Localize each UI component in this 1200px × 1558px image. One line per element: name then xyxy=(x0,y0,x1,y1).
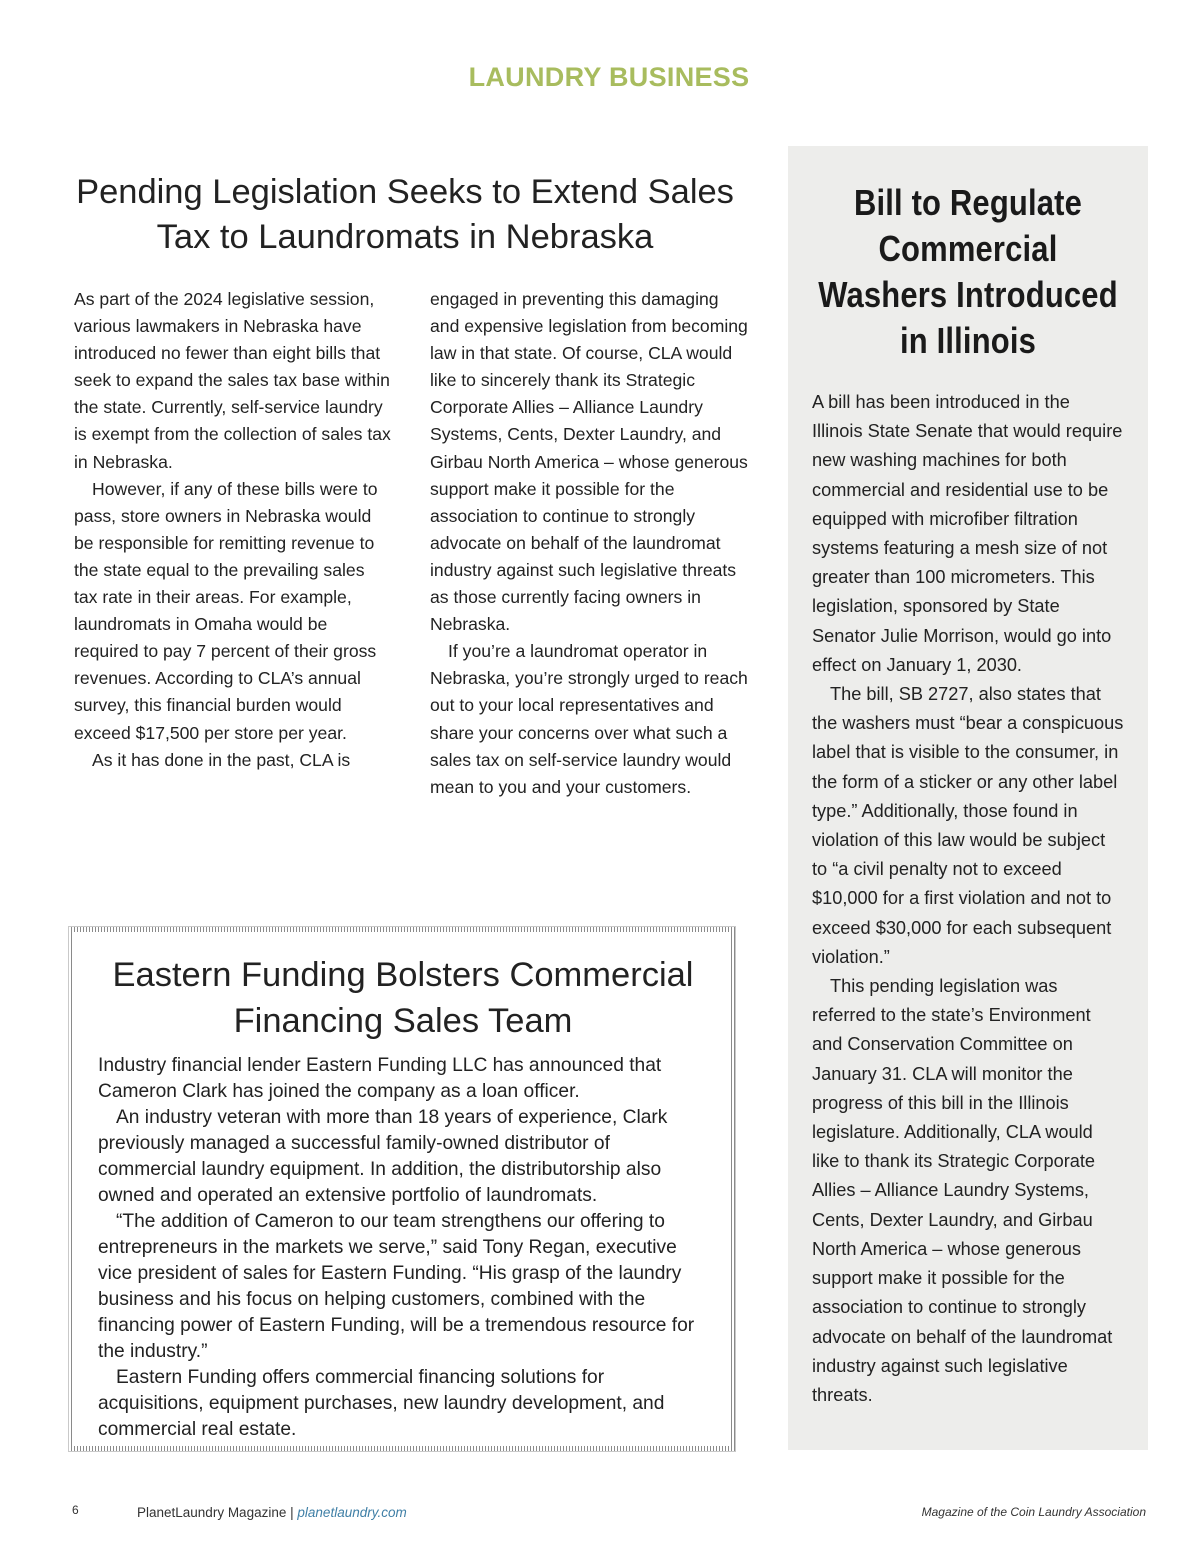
footer-magazine xyxy=(137,1505,407,1520)
funding-article-body xyxy=(98,1053,708,1443)
funding-article-box xyxy=(68,926,736,1452)
funding-article-paragraph: An industry veteran with more than 18 years of experience, Clark previously managed a successful family-owned distributor of commercial laundry equipment. In addition, the distributorship also owned and operated an extensive portfolio of laundromats. xyxy=(98,1107,668,1206)
funding-article-paragraph: “The addition of Cameron to our team strengthens our offering to entrepreneurs in the markets we serve,” said Tony Regan, executive vice president of sales for Eastern Funding. “His grasp of the laundry business and his focus on helping customers, combined with the financing power of Eastern Funding, will be a tremendous resource for the industry.” xyxy=(98,1211,695,1362)
main-article-paragraph: As it has done in the past, CLA is xyxy=(92,749,351,770)
sidebar-article xyxy=(788,146,1148,1450)
footer-magazine-name: PlanetLaundry Magazine xyxy=(137,1505,287,1520)
funding-article-title: Eastern Funding Bolsters Commercial Financing Sales Team xyxy=(112,956,694,1040)
sidebar-article-paragraph: A bill has been introduced in the Illinois State Senate that would require new washing machines for both commercial and residential use to be equipped with microfiber filtration systems featuring a mesh size of not greater than 100 micrometers. This legislation, sponsored by State Senator Julie Morrison, would go into effect on January 1, 2030. xyxy=(812,392,1123,675)
footer-tagline: Magazine of the Coin Laundry Association xyxy=(921,1505,1146,1519)
main-article-column-2 xyxy=(430,286,748,801)
main-article-column-1 xyxy=(74,286,392,774)
sidebar-article-paragraph: This pending legislation was referred to the state’s Environment and Conservation Committee on January 31. CLA will monitor the progress of this bill in the Illinois legislature. Additionally, CLA would like to thank its Strategic Corporate Allies – Alliance Laundry Systems, Cents, Dexter Laundry, and Girbau North America – whose generous support make it possible for the association to continue to strongly advocate on behalf of the laundromat industry against such legislative threats. xyxy=(812,976,1113,1405)
main-article-title: Pending Legislation Seeks to Extend Sales Tax to Laundromats in Nebraska xyxy=(76,173,734,256)
main-article-paragraph: If you’re a laundromat operator in Nebraska, you’re strongly urged to reach out to your local representatives and share your concerns over what such a sales tax on self-service laundry would mean to you and your customers. xyxy=(430,641,748,797)
funding-article-paragraph: Industry financial lender Eastern Funding LLC has announced that Cameron Clark has joined the company as a loan officer. xyxy=(98,1055,662,1102)
funding-article-paragraph: Eastern Funding offers commercial financing solutions for acquisitions, equipment purchases, new laundry development, and commercial real estate. xyxy=(98,1367,665,1440)
sidebar-article-title: Bill to Regulate Commercial Washers Introduced in Illinois xyxy=(818,182,1118,361)
main-article-paragraph: However, if any of these bills were to pass, store owners in Nebraska would be responsible for remitting revenue to the state equal to the prevailing sales tax rate in their areas. For example, laundromats in Omaha would be required to pay 7 percent of their gross revenues. According to CLA’s annual survey, this financial burden would exceed $17,500 per store per year. xyxy=(74,478,378,743)
sidebar-article-paragraph: The bill, SB 2727, also states that the washers must “bear a conspicuous label that is visible to the consumer, in the form of a sticker or any other label type.” Additionally, those found in violation of this law would be subject to “a civil penalty not to exceed $10,000 for a first violation and not to exceed $30,000 for each subsequent violation.” xyxy=(812,684,1124,967)
sidebar-article-body xyxy=(812,388,1124,1410)
main-article-paragraph: As part of the 2024 legislative session, various lawmakers in Nebraska have introduced no fewer than eight bills that seek to expand the sales tax base within the state. Currently, self-service laundry is exempt from the collection of sales tax in Nebraska. xyxy=(74,289,391,472)
main-article-paragraph: engaged in preventing this damaging and expensive legislation from becoming law in that state. Of course, CLA would like to sincerely thank its Strategic Corporate Allies – Alliance Laundry Systems, Cents, Dexter Laundry, and Girbau North America – whose generous support make it possible for the association to continue to strongly advocate on behalf of the laundromat industry against such legislative threats as those currently facing owners in Nebraska. xyxy=(430,289,748,635)
footer-separator: | xyxy=(290,1505,294,1520)
footer-url-link[interactable]: planetlaundry.com xyxy=(297,1505,407,1520)
page-number: 6 xyxy=(72,1503,79,1517)
section-label: LAUNDRY BUSINESS xyxy=(468,62,750,92)
